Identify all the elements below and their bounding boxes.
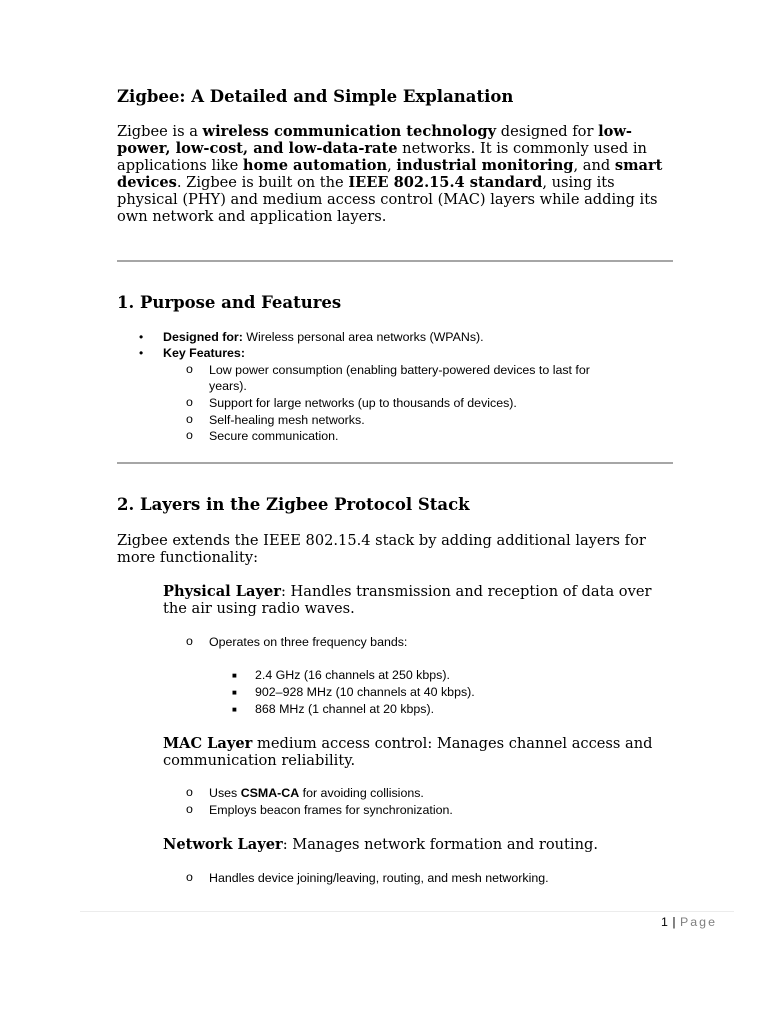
section-heading-purpose: 1. Purpose and Features xyxy=(117,293,342,312)
footer-rule xyxy=(80,911,734,912)
frequency-bands-item: Operates on three frequency bands: xyxy=(209,635,408,649)
page-footer xyxy=(661,913,717,931)
section-heading-layers: 2. Layers in the Zigbee Protocol Stack xyxy=(117,495,470,514)
circle-bullet-icon: o xyxy=(186,395,193,409)
band-item: 2.4 GHz (16 channels at 250 kbps). xyxy=(255,668,450,682)
network-layer-paragraph: Network Layer: Manages network formation and routing. xyxy=(163,836,598,853)
circle-bullet-icon: o xyxy=(186,870,193,884)
circle-bullet-icon: o xyxy=(186,412,193,426)
list-item-key-features: Key Features: xyxy=(163,346,245,360)
square-bullet-icon: ■ xyxy=(232,688,237,697)
feature-item: Secure communication. xyxy=(209,429,339,443)
band-item: 902–928 MHz (10 channels at 40 kbps). xyxy=(255,685,475,699)
circle-bullet-icon: o xyxy=(186,785,193,799)
intro-paragraph: Zigbee is a wireless communication technology designed for low-power, low-cost, and low-data-rate networks. It is commonly used in applications like home automation, industrial monitoring, and smart devices. Zigbee is built on the IEEE 802.15.4 standard, using its physical (PHY) and medium access control (MAC) layers while adding its own network and application layers. xyxy=(117,123,663,225)
circle-bullet-icon: o xyxy=(186,634,193,648)
mac-layer-paragraph: MAC Layer medium access control: Manages channel access and communication reliability. xyxy=(163,735,653,769)
bullet-icon: • xyxy=(139,330,144,344)
feature-item: Support for large networks (up to thousands of devices). xyxy=(209,396,517,410)
square-bullet-icon: ■ xyxy=(232,671,237,680)
list-item-designed-for: Designed for: Wireless personal area networks (WPANs). xyxy=(163,330,484,344)
horizontal-rule xyxy=(117,462,673,464)
square-bullet-icon: ■ xyxy=(232,705,237,714)
feature-item: Low power consumption (enabling battery-powered devices to last for xyxy=(209,363,590,377)
feature-item: Self-healing mesh networks. xyxy=(209,413,365,427)
network-sub-item: Handles device joining/leaving, routing, and mesh networking. xyxy=(209,871,549,885)
physical-layer-paragraph: Physical Layer: Handles transmission and reception of data over the air using radio waves. xyxy=(163,583,652,617)
document-title: Zigbee: A Detailed and Simple Explanation xyxy=(117,87,514,106)
mac-sub-item: Employs beacon frames for synchronization. xyxy=(209,803,453,817)
section-intro-paragraph: Zigbee extends the IEEE 802.15.4 stack by adding additional layers for more functionality: xyxy=(117,532,646,566)
bullet-icon: • xyxy=(139,346,144,360)
page-number: 1 xyxy=(661,915,668,929)
mac-sub-item: Uses CSMA-CA for avoiding collisions. xyxy=(209,786,424,800)
circle-bullet-icon: o xyxy=(186,428,193,442)
band-item: 868 MHz (1 channel at 20 kbps). xyxy=(255,702,435,716)
footer-separator: | xyxy=(672,915,676,929)
feature-item-continued: years). xyxy=(209,379,247,393)
page-label: Page xyxy=(680,915,717,929)
circle-bullet-icon: o xyxy=(186,802,193,816)
circle-bullet-icon: o xyxy=(186,362,193,376)
horizontal-rule xyxy=(117,260,673,262)
